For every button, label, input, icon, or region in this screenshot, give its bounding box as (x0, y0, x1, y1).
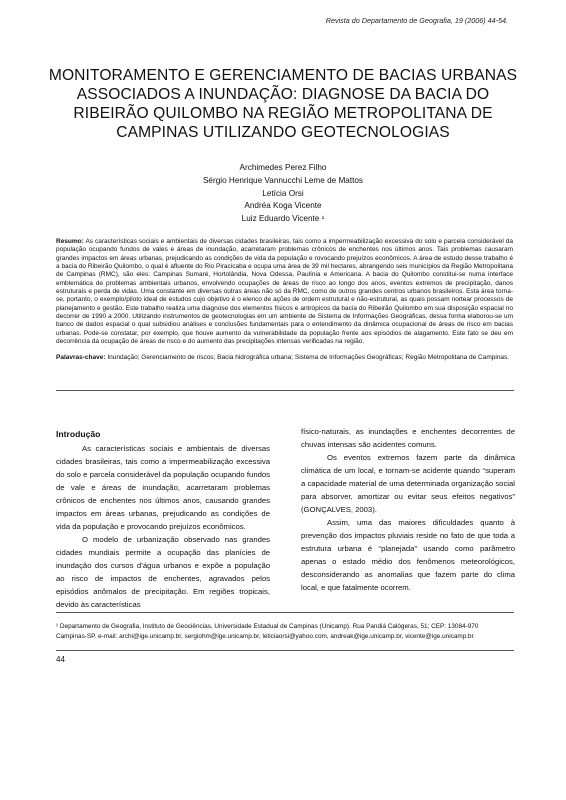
author-name: Archimedes Perez Filho (239, 163, 327, 172)
footnote (56, 622, 518, 642)
abstract (56, 238, 513, 346)
journal-reference: Revista do Departamento de Geografia, 19 (2006) 44-54. (325, 16, 508, 25)
footer-divider (56, 650, 514, 651)
abstract-text: As características sociais e ambientais de diversas cidades brasileiras, tais como a impermeabilização excessiva do solo e parcela considerável da população ocupando fundos de vales e áreas de inundação, acarretaram problemas crônicos de enchentes nos últimos anos. Tais problemas causaram grandes impactos em áreas urbanas, prejudicando as condições de vida da população e rovocando prejuízos econômicos. A área de estudo desse trabalho é a bacia do Ribeirão Quilombo, o qual é afluente do Rio Piracicaba e ocupa uma área de 39 mil hectares, abrangendo seis municípios da Região Metropolitana de Campinas (RMC), são eles: Campinas Sumaré, Hortolândia, Nova Odessa, Paulínia e Americana. A bacia do Quilombo constitui-se numa interface emblemática de problemas ambientais urbanos, envolvendo ocupações de áreas de risco ao longo dos anos, eventos extremos de precipitação, danos estruturais e perda de vidas. Uma constante em diversas outras áreas não só da RMC, como de outros grandes centros urbanos brasileiros. Esta área torna-se, portanto, o exemplo/piloto ideal de estudos cujo objetivo é o elenco de ações de ordem estrutural e não-estrutural, as quais possam nortear processos de planejamento e gestão. Este trabalho realiza uma diagnose dos elementos físicos e antrópicos da bacia do Ribeirão Quilombo em sua disposição espacial no decorrer de 1990 a 2000. Utilizando instrumentos de geotecnologias em um ambiente de Sistema de Informações Geográficas, dessa forma elaborou-se um banco de dados espacial o qual subsidiou análises e conclusões fundamentais para o entendimento da dinâmica ocupacional de áreas de risco em bacias urbanas. Pode-se constatar, por exemplo, que houve aumento da vulnerabilidade da população frente aos episódios de alagamento. Este fato se deu em decorrência da ocupação de áreas de risco e do aumento das precipitações intensas verificadas na região. (56, 238, 513, 346)
right-column (301, 425, 515, 594)
author-name: Andréa Koga Vicente (244, 201, 322, 211)
left-column (56, 428, 270, 611)
page-number: 44 (56, 655, 65, 664)
footnote-line: Campinas-SP. e-mail: archi@ige.unicamp.br, sergiohm@ige.unicamp.br, leticiaorsi@yahoo.com, andreak@ige.unicamp.br, vicente@ige.unicamp.br (56, 633, 474, 640)
author-name: Luiz Eduardo Vicente ¹ (241, 214, 325, 224)
paragraph: O modelo de urbanização observado nas grandes cidades mundiais permite a ocupação das planícies de inundação dos cursos d’água urbanos e expõe a população ao risco de impactos de enchentes, agravados pelos episódios anômalos de precipitação. Em regiões tropicais, devido às características (56, 535, 270, 609)
footnote-divider (56, 612, 514, 613)
paragraph: físico-naturais, as inundações e enchentes decorrentes de chuvas intensas são acidentes comuns. (301, 427, 515, 449)
footnote-line: ¹ Departamento de Geografia, Instituto de Geociências, Universidade Estadual de Campinas (Unicamp). Rua Pandiá Calógeras, 51; CEP: 13084-970 (56, 623, 479, 630)
paragraph: Os eventos extremos fazem parte da dinâmica climática de um local, e tornam-se acidente quando “superam a capacidade material de uma determinada organização social para absorver, amortizar ou evitar seus efeitos negativos” (GONÇALVES, 2003). (301, 453, 515, 514)
author-name: Sérgio Henrique Vannucchi Leme de Mattos (202, 175, 364, 185)
section-heading: Introdução (56, 429, 101, 439)
keywords-label: Palavras-chave: (56, 354, 106, 361)
paragraph: As características sociais e ambientais de diversas cidades brasileiras, tais como a impermeabilização excessiva do solo e parcela considerável da população ocupando fundos de vale e áreas de inundação, acarretaram problemas crônicos de enchentes nos últimos anos, causando grandes impactos em áreas urbanas, prejudicando as condições de vida da população e provocando prejuízos econômicos. (56, 444, 270, 531)
abstract-label: Resumo: (56, 238, 84, 245)
keywords-text: Inundação; Gerenciamento de riscos; Bacia hidrográfica urbana; Sistema de Informações Geográficas; Região Metropolitana de Campinas. (107, 354, 510, 361)
section-divider (56, 390, 514, 391)
article-title: MONITORAMENTO E GERENCIAMENTO DE BACIAS URBANAS ASSOCIADOS A INUNDAÇÃO: DIAGNOSE DA BACIA DO RIBEIRÃO QUILOMBO NA REGIÃO METROPOLITANA DE CAMPINAS UTILIZANDO GEOTECNOLOGIAS (48, 67, 518, 141)
keywords (56, 354, 513, 362)
author-list (0, 162, 566, 226)
author-name: Letícia Orsi (262, 188, 304, 198)
paragraph: Assim, uma das maiores dificuldades quanto à prevenção dos impactos pluviais reside no fato de que toda a estrutura urbana é “planejada” usando como parâmetro apenas o estado médio dos fenômenos meteorológicos, desconsiderando as anomalias que fazem parte do clima local, e que fatalmente ocorrem. (301, 518, 515, 592)
